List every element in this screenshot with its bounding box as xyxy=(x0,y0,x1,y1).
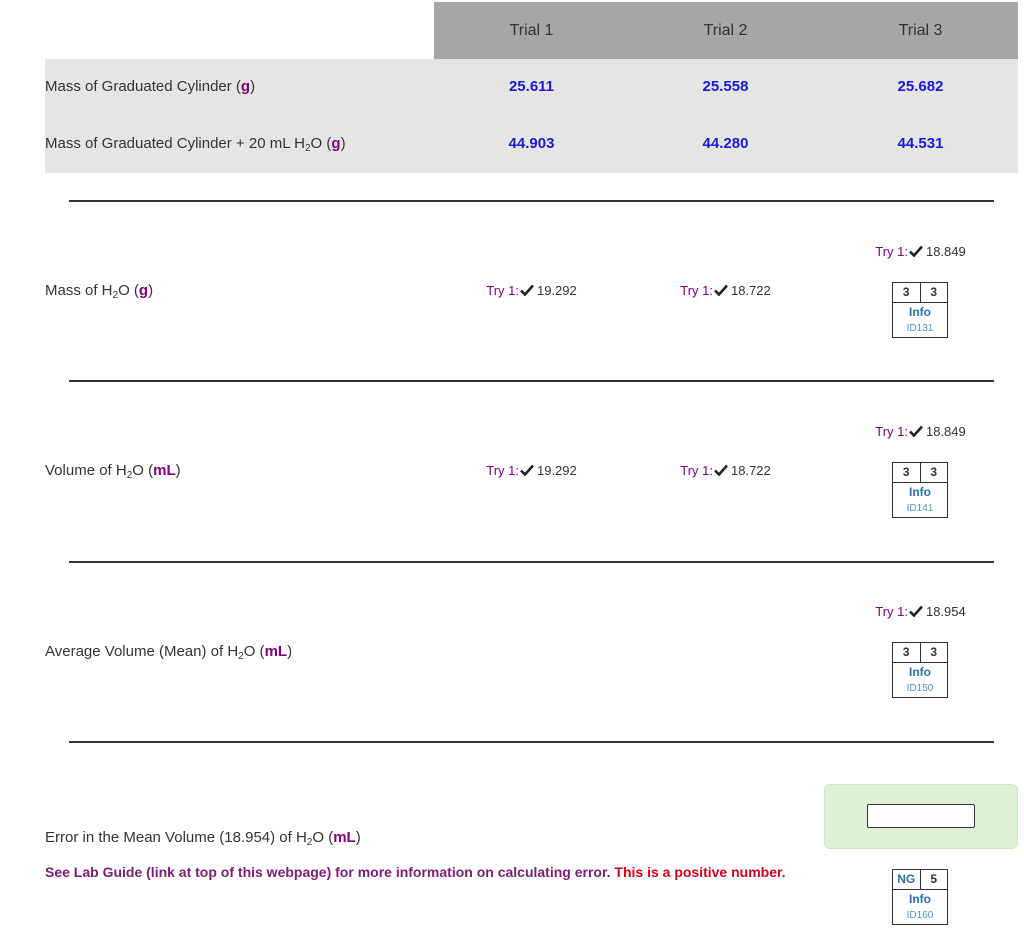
row-divider xyxy=(69,380,994,382)
checkmark-icon xyxy=(909,425,923,437)
water-volume-trial-3-answer: Try 1: 18.849 xyxy=(875,424,966,439)
header-trial-2: Trial 2 xyxy=(703,22,748,39)
score-max: 3 xyxy=(930,285,938,299)
checkmark-icon xyxy=(909,245,923,257)
header-trial-1: Trial 1 xyxy=(509,22,554,39)
given-data-rows xyxy=(45,59,1018,173)
checkmark-icon xyxy=(714,284,728,296)
question-id: ID131 xyxy=(906,323,934,334)
positive-number-note: This is a positive number. xyxy=(614,864,786,880)
cylinder-plus-water-trial-3: 44.531 xyxy=(897,135,944,152)
info-link[interactable]: Info xyxy=(909,665,931,679)
water-mass-trial-2-answer: Try 1: 18.722 xyxy=(680,283,771,298)
header-trial-3: Trial 3 xyxy=(898,22,943,39)
row-label-average-volume: Average Volume (Mean) of $H_2O$ (mL) xyxy=(45,643,293,662)
info-box-water-mass[interactable] xyxy=(892,282,948,338)
row-label-error-mean-volume: Error in the Mean Volume (18.954) of $H_2O$ (mL) xyxy=(45,829,361,848)
question-id: ID160 xyxy=(906,910,934,921)
row-label-cylinder-plus-water: Mass of Graduated Cylinder + 20 mL $H_2O$ (g) xyxy=(45,135,346,154)
row-divider xyxy=(69,741,994,743)
info-box-error[interactable] xyxy=(892,869,948,925)
score-value: 3 xyxy=(893,643,921,662)
score-value: 3 xyxy=(893,463,921,482)
cylinder-mass-trial-2: 25.558 xyxy=(702,78,749,95)
row-label-cylinder-mass: Mass of Graduated Cylinder (g) xyxy=(45,78,256,95)
question-id: ID150 xyxy=(906,683,934,694)
score-value: 3 xyxy=(893,283,921,302)
error-answer-input[interactable] xyxy=(867,804,975,828)
water-mass-trial-1-answer: Try 1: 19.292 xyxy=(486,283,577,298)
score-max: 5 xyxy=(930,872,938,886)
checkmark-icon xyxy=(520,284,534,296)
question-id: ID141 xyxy=(906,503,934,514)
info-link[interactable]: Info xyxy=(909,485,931,499)
checkmark-icon xyxy=(714,464,728,476)
cylinder-plus-water-trial-2: 44.280 xyxy=(702,135,749,152)
cylinder-mass-trial-1: 25.611 xyxy=(508,78,555,95)
cylinder-plus-water-trial-1: 44.903 xyxy=(508,135,555,152)
info-link[interactable]: Info xyxy=(909,892,931,906)
error-instructions xyxy=(45,864,786,880)
row-divider xyxy=(69,561,994,563)
average-volume-answer: Try 1: 18.954 xyxy=(875,604,966,619)
checkmark-icon xyxy=(909,605,923,617)
water-volume-trial-1-answer: Try 1: 19.292 xyxy=(486,463,577,478)
info-box-water-volume[interactable] xyxy=(892,462,948,518)
score-max: 3 xyxy=(930,645,938,659)
info-box-average-volume[interactable] xyxy=(892,642,948,698)
lab-guide-note: See Lab Guide (link at top of this webpage) for more information on calculating error. xyxy=(45,864,611,880)
cylinder-mass-trial-3: 25.682 xyxy=(897,78,944,95)
row-label-water-volume: Volume of $H_2O$ (mL) xyxy=(45,462,181,481)
checkmark-icon xyxy=(520,464,534,476)
water-volume-trial-2-answer: Try 1: 18.722 xyxy=(680,463,771,478)
row-divider xyxy=(69,200,994,202)
row-label-water-mass: Mass of $H_2O$ (g) xyxy=(45,282,154,301)
info-link[interactable]: Info xyxy=(909,305,931,319)
score-max: 3 xyxy=(930,465,938,479)
score-value: NG xyxy=(893,870,921,889)
water-mass-trial-3-answer: Try 1: 18.849 xyxy=(875,244,966,259)
